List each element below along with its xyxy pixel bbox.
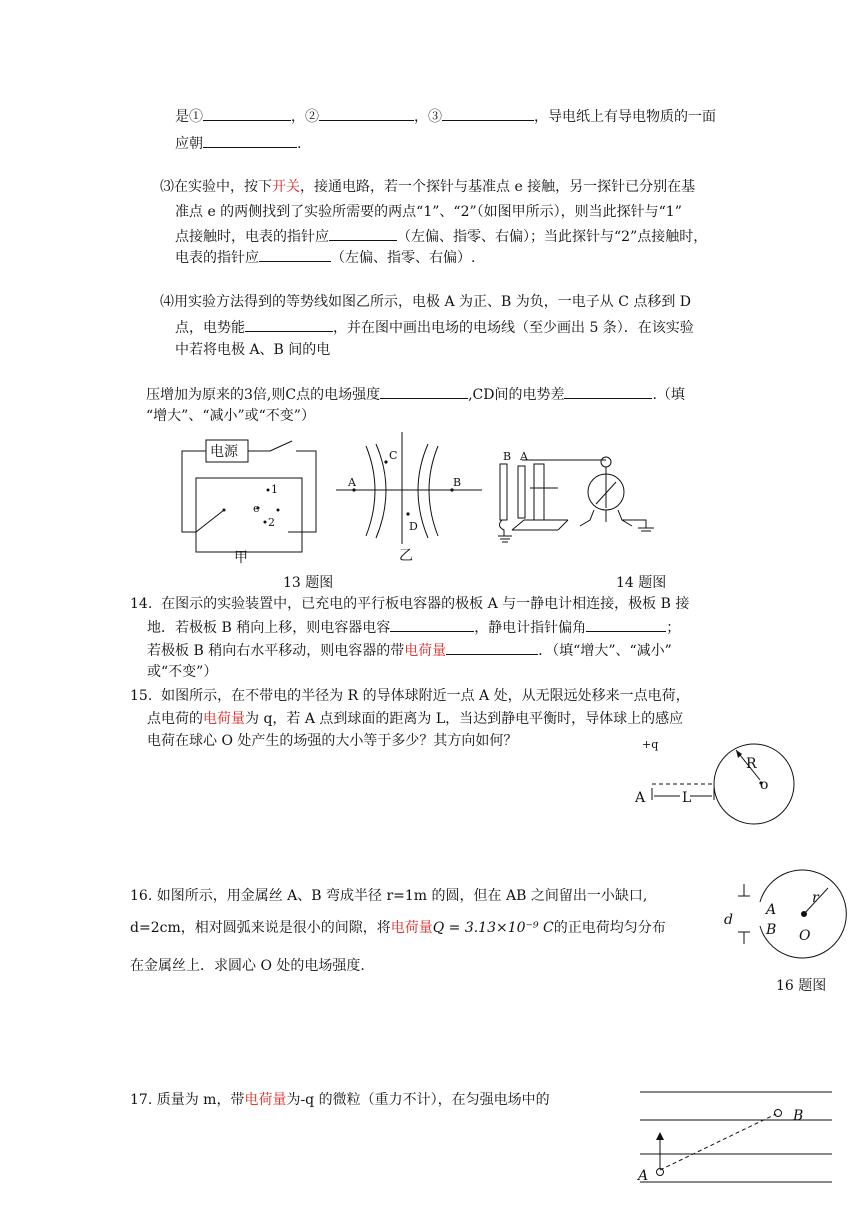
blank-3[interactable] [442, 106, 534, 121]
plate-b-label: B [503, 450, 512, 463]
text: 在图示的实验装置中，已充电的平行板电容器的极板 A 与一静电计相连接，极板 B 接 [161, 596, 690, 612]
q16-line2 [130, 918, 666, 938]
text: ，接通电路，若一个探针与基准点 e 接触，另一探针已分别在基 [300, 179, 696, 195]
text: ．（填“增大”、“减小” [538, 643, 672, 659]
text: 若极板 B 稍向右水平移动，则电容器的带 [147, 643, 405, 659]
text: （左偏、指零、右偏）；当此探针与“2”点接触时， [397, 229, 708, 245]
blank-7[interactable] [245, 317, 333, 332]
fig14-caption: 14 题图 [616, 575, 667, 591]
figure-yi [336, 432, 486, 552]
q12-3-line3 [175, 226, 707, 247]
center-o-label: o [760, 777, 769, 793]
keyword-link[interactable]: 开关 [272, 179, 300, 195]
figure-14-electroscope [494, 448, 664, 548]
label-jia: 甲 [234, 550, 248, 566]
blank-5[interactable] [329, 226, 397, 241]
electrode-a-label: A [348, 476, 356, 489]
q12-line1 [175, 106, 716, 127]
text: ，② [291, 109, 319, 125]
keyword-link[interactable]: 电荷量 [404, 643, 447, 659]
q14-line3 [147, 640, 672, 661]
q14-line1 [130, 594, 689, 614]
plate-a-label: A [520, 450, 528, 463]
blank-8[interactable] [380, 384, 468, 399]
blank-4[interactable] [203, 133, 297, 148]
point-a-label: A [638, 1168, 649, 1184]
text: ； [666, 620, 681, 636]
blank-12[interactable] [446, 640, 538, 655]
text: 如图所示，在不带电的半径为 R 的导体球附近一点 A 处，从无限远处移来一点电荷， [161, 688, 690, 704]
text: ，导电纸上有导电物质的一面 [534, 109, 716, 125]
keyword-link[interactable]: 电荷量 [244, 1092, 287, 1108]
figure-17-field [636, 1088, 836, 1188]
text: ，静电计指针偏角 [474, 620, 587, 636]
blank-10[interactable] [390, 617, 474, 632]
text: 点接触时，电表的指针应 [175, 229, 329, 245]
q14-line4: 或“不变”） [147, 664, 218, 680]
text: 的正电荷均匀分布 [553, 920, 666, 936]
figure-jia [170, 432, 330, 572]
q12-4-line4 [146, 384, 685, 405]
q17-line1 [130, 1090, 550, 1110]
end-b-label: B [766, 922, 777, 938]
text: 点，电势能 [175, 320, 245, 336]
figure-15-sphere [640, 732, 800, 842]
q15-line1 [130, 686, 690, 706]
blank-9[interactable] [564, 384, 652, 399]
text: 点电荷的 [147, 711, 203, 727]
question-number: 14. [130, 596, 153, 612]
figure-16-ring [720, 862, 840, 972]
text: 压增加为原来的3倍,则C点的电场强度 [146, 387, 381, 403]
end-a-label: A [766, 902, 777, 918]
q12-line2 [175, 133, 301, 154]
point-1-label: 1 [271, 483, 278, 496]
center-o-label: O [799, 928, 811, 944]
text: 电表的指针应 [175, 250, 259, 266]
q15-line3: 电荷在球心 O 处产生的场强的大小等于多少？其方向如何？ [147, 733, 518, 749]
point-c-label: C [389, 449, 398, 462]
blank-11[interactable] [586, 617, 666, 632]
keyword-link[interactable]: 电荷量 [203, 711, 245, 727]
q12-4-line1: ⑷用实验方法得到的等势线如图乙所示，电极 A 为正、B 为负，一电子从 C 点移到 D [160, 294, 692, 310]
text: ,CD间的电势差 [468, 387, 565, 403]
q16-line3: 在金属丝上．求圆心 O 处的电场强度. [130, 958, 365, 974]
q12-3-line4 [175, 247, 475, 268]
text: 17. 质量为 m，带 [130, 1092, 245, 1108]
q12-3-line2: 准点 e 的两侧找到了实验所需要的两点“1”、“2”（如图甲所示），则当此探针与“1” [175, 204, 682, 220]
q12-4-line2 [175, 317, 694, 338]
label-yi: 乙 [399, 548, 413, 564]
q12-4-line5: “增大”、“减小”或“不变”） [146, 408, 315, 424]
gap-d-label: d [724, 912, 733, 928]
charge-formula: Q = 3.13×10⁻⁹ C [432, 920, 554, 936]
electrode-b-label: B [453, 476, 462, 489]
blank-6[interactable] [259, 247, 331, 262]
distance-l-label: L [682, 790, 692, 806]
text: ，并在图中画出电场的电场线（至少画出 5 条）．在该实验 [333, 320, 694, 336]
charge-label: +q [642, 738, 659, 751]
text: . [297, 136, 302, 152]
text: 应朝 [175, 136, 203, 152]
blank-1[interactable] [203, 106, 291, 121]
q16-line1: 16. 如图所示，用金属丝 A、B 弯成半径 r=1m 的圆，但在 AB 之间留出一小缺口, [130, 888, 648, 904]
q14-line2 [147, 617, 680, 638]
radius-r-label: R [746, 756, 757, 772]
fig16-caption: 16 题图 [776, 978, 827, 994]
point-b-label: B [793, 1108, 804, 1124]
text: d=2cm，相对圆弧来说是很小的间隙，将 [130, 920, 391, 936]
text: ⑶在实验中，按下 [160, 179, 272, 195]
q12-4-line3: 中若将电极 A、B 间的电 [175, 342, 331, 358]
text: 是① [175, 109, 203, 125]
q15-line2 [147, 709, 683, 729]
radius-r-label: r [812, 890, 819, 906]
point-d-label: D [409, 520, 418, 533]
blank-2[interactable] [319, 106, 414, 121]
keyword-link[interactable]: 电荷量 [390, 920, 433, 936]
q12-3-line1 [160, 177, 695, 197]
point-e-label: e [253, 502, 260, 515]
power-label: 电源 [210, 444, 238, 460]
fig13-caption: 13 题图 [283, 575, 334, 591]
text: 地．若极板 B 稍向上移，则电容器电容 [147, 620, 391, 636]
text: 为 q，若 A 点到球面的距离为 L，当达到静电平衡时，导体球上的感应 [245, 711, 684, 727]
text: 为-q 的微粒（重力不计），在匀强电场中的 [286, 1092, 550, 1108]
point-2-label: 2 [268, 516, 275, 529]
point-a-label: A [635, 790, 646, 806]
question-number: 15. [130, 688, 153, 704]
text: （左偏、指零、右偏）. [331, 250, 476, 266]
text: .（填 [652, 387, 685, 403]
text: ，③ [414, 109, 442, 125]
